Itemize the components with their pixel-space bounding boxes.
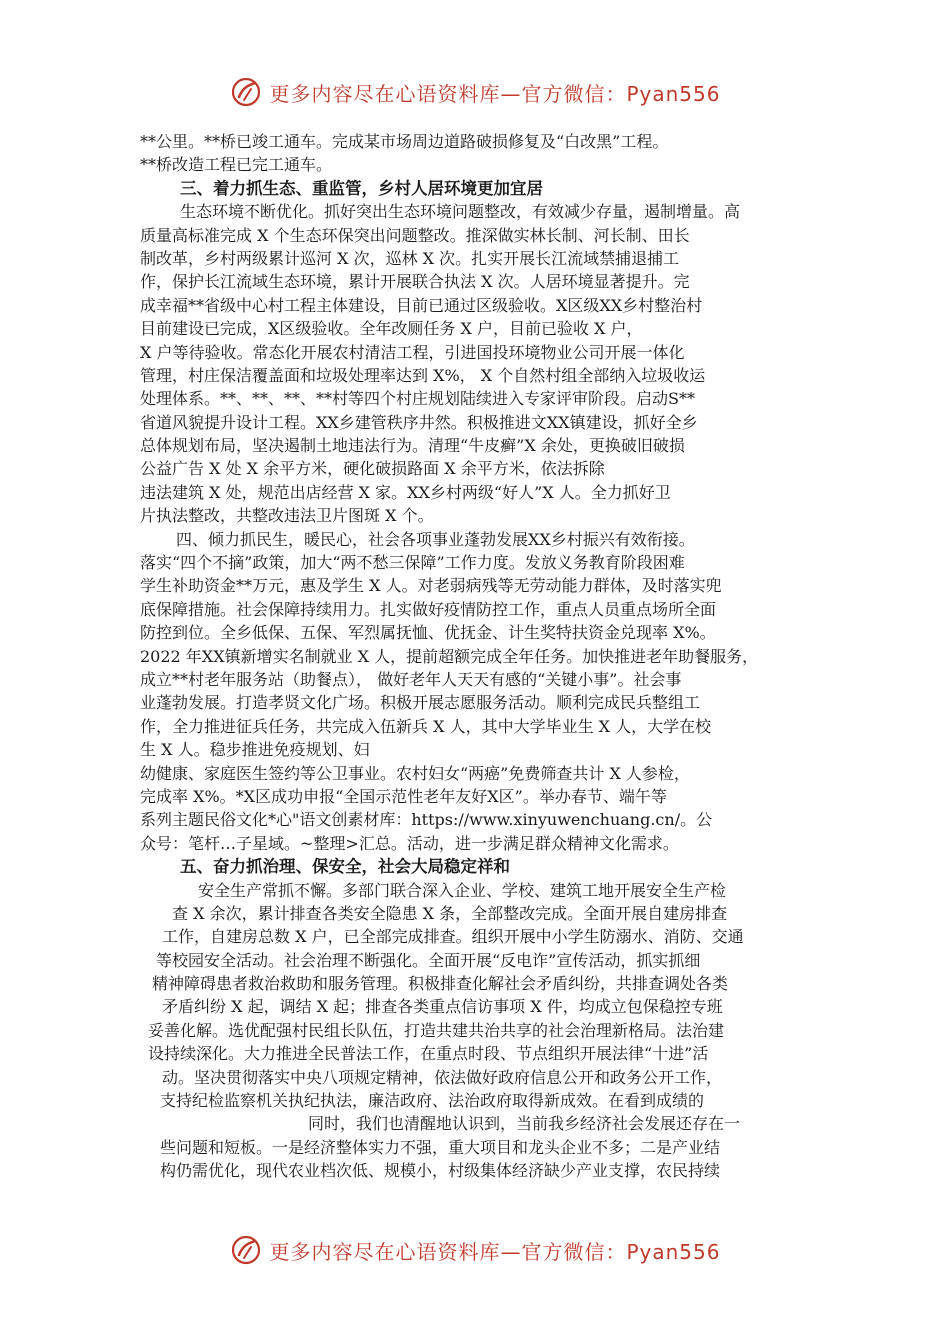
- text-line: 公益广告 X 处 X 余平方米，硬化破损路面 X 余平方米，依法拆除: [140, 459, 605, 479]
- text-line: **桥改造工程已完工通车。: [140, 155, 333, 175]
- text-line: 底保障措施。社会保障持续用力。扎实做好疫情防控工作，重点人员重点场所全面: [140, 599, 717, 619]
- text-line: 动。坚决贯彻落实中央八项规定精神，依法做好政府信息公开和政务公开工作，: [162, 1067, 723, 1087]
- document-body: [140, 130, 830, 1183]
- text-line: 总体规划布局，坚决遏制土地违法行为。清理“牛皮癣”X 余处，更换破旧破损: [140, 436, 685, 456]
- text-line: 幼健康、家庭医生签约等公卫事业。农村妇女“两癌”免费筛查共计 X 人参检，: [140, 763, 690, 783]
- text-line: 学生补助资金**万元，惠及学生 X 人。对老弱病残等无劳动能力群体，及时落实兜: [140, 576, 722, 596]
- text-line: 省道风貌提升设计工程。XX乡建管秩序井然。积极推进文XX镇建设，抓好全乡: [140, 412, 698, 432]
- text-line: 工作，自建房总数 X 户，已全部完成排查。组织开展中小学生防溺水、消防、交通: [162, 927, 744, 947]
- text-line: 目前建设已完成，X区级验收。全年改厕任务 X 户，目前已验收 X 户，: [140, 319, 643, 339]
- text-line: 精神障碍患者救治救助和服务管理。积极排查化解社会矛盾纠纷，共排查调处各类: [152, 974, 729, 994]
- text-line: 违法建筑 X 处，规范出店经营 X 家。XX乡村两级“好人”X 人。全力抓好卫: [140, 482, 671, 502]
- section-heading: 五、奋力抓治理、保安全，社会大局稳定祥和: [180, 857, 510, 877]
- text-line: 矛盾纠纷 X 起，调结 X 起；排查各类重点信访事项 X 件，均成立包保稳控专班: [162, 997, 723, 1017]
- text-line: 业蓬勃发展。打造孝贤文化广场。积极开展志愿服务活动。顺利完成民兵整组工: [140, 693, 701, 713]
- watermark-logo-icon: [229, 75, 263, 109]
- watermark-banner-bottom: [0, 1230, 950, 1270]
- text-line: 作，全力推进征兵任务，共完成入伍新兵 X 人，其中大学毕业生 X 人，大学在校: [140, 716, 712, 736]
- text-line: 处理体系。**、**、**、**村等四个村庄规划陆续进入专家评审阶段。启动S**: [140, 389, 695, 409]
- text-line: 生 X 人。稳步推进免疫规划、妇: [140, 740, 370, 760]
- text-line: 作，保护长江流域生态环境，累计开展联合执法 X 次。人居环境显著提升。完: [140, 272, 690, 292]
- text-line: 生态环境不断优化。抓好突出生态环境问题整改，有效减少存量，遏制增量。高: [180, 202, 741, 222]
- text-line: 成幸福**省级中心村工程主体建设，目前已通过区级验收。X区级XX乡村整治村: [140, 295, 703, 315]
- watermark-logo-icon: [229, 1233, 263, 1267]
- text-line: 系列主题民俗文化*心"语文创素材库：https://www.xinyuwenchuang.cn/。公: [140, 810, 713, 830]
- text-line: 质量高标准完成 X 个生态环保突出问题整改。推深做实林长制、河长制、田长: [140, 225, 690, 245]
- text-line: 2022 年XX镇新增实名制就业 X 人，提前超额完成全年任务。加快推进老年助餐服务，: [140, 646, 759, 666]
- watermark-text: 更多内容尽在心语资料库—官方微信：Pyan556: [269, 81, 721, 106]
- text-line: 制改革，乡村两级累计巡河 X 次，巡林 X 次。扎实开展长江流域禁捕退捕工: [140, 248, 680, 268]
- text-line: 片执法整改，共整改违法卫片图斑 X 个。: [140, 506, 434, 526]
- text-line: 落实“四个不摘”政策，加大“两不愁三保障”工作力度。发放义务教育阶段困难: [140, 553, 685, 573]
- text-line: 完成率 X%。*X区成功申报“全国示范性老年友好X区”。举办春节、端午等: [140, 786, 667, 806]
- watermark-text: 更多内容尽在心语资料库—官方微信：Pyan556: [269, 1239, 721, 1264]
- text-line: 众号：笔杆…子星域。~整理>汇总。活动，进一步满足群众精神文化需求。: [140, 833, 679, 853]
- text-line: 设持续深化。大力推进全民普法工作，在重点时段、节点组织开展法律“十进”活: [148, 1044, 709, 1064]
- text-line: 查 X 余次，累计排查各类安全隐患 X 条，全部整改完成。全面开展自建房排查: [172, 903, 728, 923]
- section-heading: 三、着力抓生态、重监管，乡村人居环境更加宜居: [180, 178, 543, 198]
- text-line: 四、倾力抓民生，暖民心，社会各项事业蓬勃发展XX乡村振兴有效衔接。: [176, 529, 695, 549]
- text-line: 构仍需优化，现代农业档次低、规模小，村级集体经济缺少产业支撑，农民持续: [160, 1161, 721, 1181]
- text-line: 成立**村老年服务站（助餐点）， 做好老年人天天有感的“关键小事”。社会事: [140, 669, 682, 689]
- text-line: 同时，我们也清醒地认识到，当前我乡经济社会发展还存在一: [308, 1114, 741, 1134]
- text-line: 防控到位。全乡低保、五保、军烈属抚恤、优抚金、计生奖特扶资金兑现率 X%。: [140, 623, 716, 643]
- text-line: **公里。**桥已竣工通车。完成某市场周边道路破损修复及“白改黑”工程。: [140, 132, 669, 151]
- watermark-banner-top: [0, 72, 950, 112]
- text-line: 支持纪检监察机关执纪执法，廉洁政府、法治政府取得新成效。在看到成绩的: [160, 1091, 705, 1111]
- text-line: 等校园安全活动。社会治理不断强化。全面开展“反电诈”宣传活动，抓实抓细: [156, 950, 701, 970]
- text-line: 管理，村庄保洁覆盖面和垃圾处理率达到 X%， X 个自然村组全部纳入垃圾收运: [140, 365, 706, 385]
- text-line: 妥善化解。选优配强村民组长队伍，打造共建共治共享的社会治理新格局。法治建: [148, 1020, 725, 1040]
- text-line: 些问题和短板。一是经济整体实力不强，重大项目和龙头企业不多；二是产业结: [160, 1137, 721, 1157]
- text-line: 安全生产常抓不懈。多部门联合深入企业、学校、建筑工地开展安全生产检: [198, 880, 727, 900]
- text-line: X 户等待验收。常态化开展农村清洁工程，引进国投环境物业公司开展一体化: [140, 342, 685, 362]
